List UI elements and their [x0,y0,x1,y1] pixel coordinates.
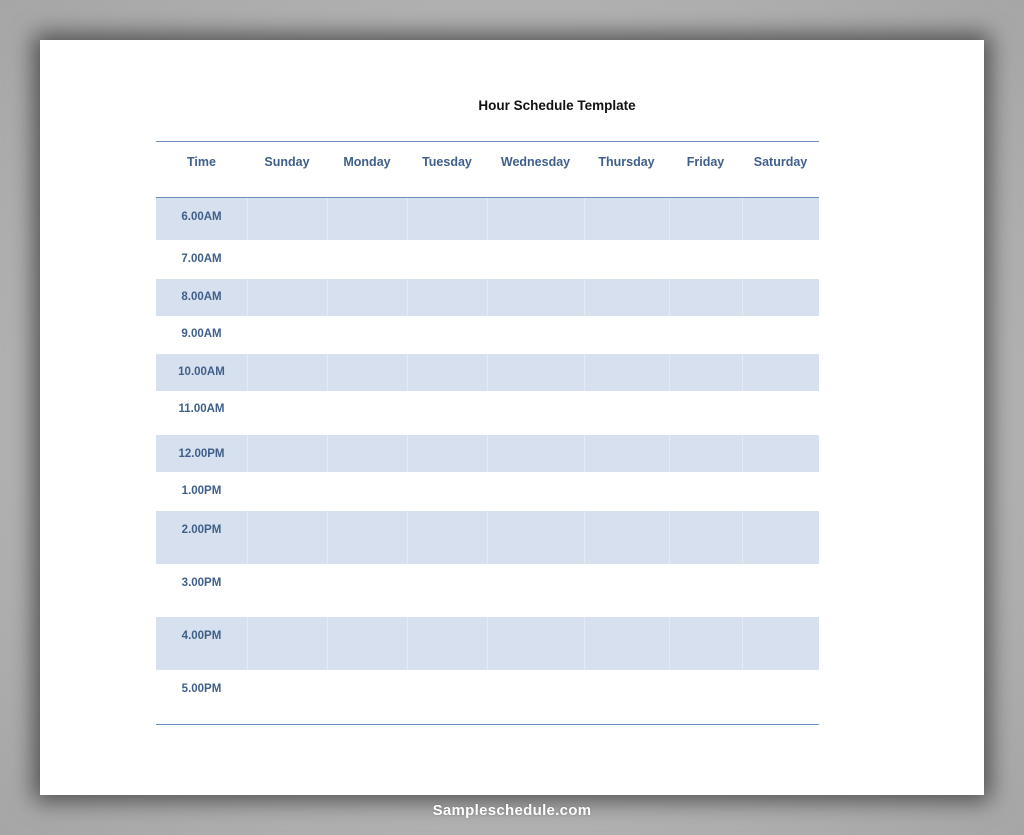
table-row-7am [156,240,819,279]
time-cell-1pm: 1.00PM [181,485,222,497]
schedule-table [156,141,819,725]
column-header-monday: Monday [343,155,391,169]
table-row-4pm [156,617,819,670]
column-header-tuesday: Tuesday [422,155,472,169]
schedule-page [40,40,984,795]
table-row-11am [156,391,819,435]
time-cell-10am: 10.00AM [178,366,225,378]
table-row-9am [156,316,819,354]
time-cell-8am: 8.00AM [181,291,222,303]
time-cell-6am: 6.00AM [181,211,222,223]
table-row-12pm [156,435,819,472]
time-cell-9am: 9.00AM [181,328,222,340]
column-header-wednesday: Wednesday [500,155,571,169]
time-cell-11am: 11.00AM [178,403,225,415]
column-header-sunday: Sunday [264,155,310,169]
time-cell-2pm: 2.00PM [181,524,222,536]
column-header-thursday: Thursday [598,155,655,169]
page-title: Hour Schedule Template [478,98,636,113]
table-header-row [156,142,819,198]
time-cell-3pm: 3.00PM [181,577,222,589]
time-cell-12pm: 12.00PM [178,448,225,460]
column-header-time: Time [187,155,216,169]
column-header-saturday: Saturday [753,155,808,169]
table-row-2pm [156,511,819,564]
table-row-6am [156,198,819,240]
table-row-3pm [156,564,819,617]
table-row-5pm [156,670,819,724]
watermark-text: Sampleschedule.com [432,802,592,819]
time-cell-7am: 7.00AM [181,253,222,265]
column-header-friday: Friday [686,155,725,169]
table-row-10am [156,354,819,391]
table-row-1pm [156,472,819,511]
time-cell-5pm: 5.00PM [181,683,222,695]
time-cell-4pm: 4.00PM [181,630,222,642]
table-row-8am [156,279,819,316]
